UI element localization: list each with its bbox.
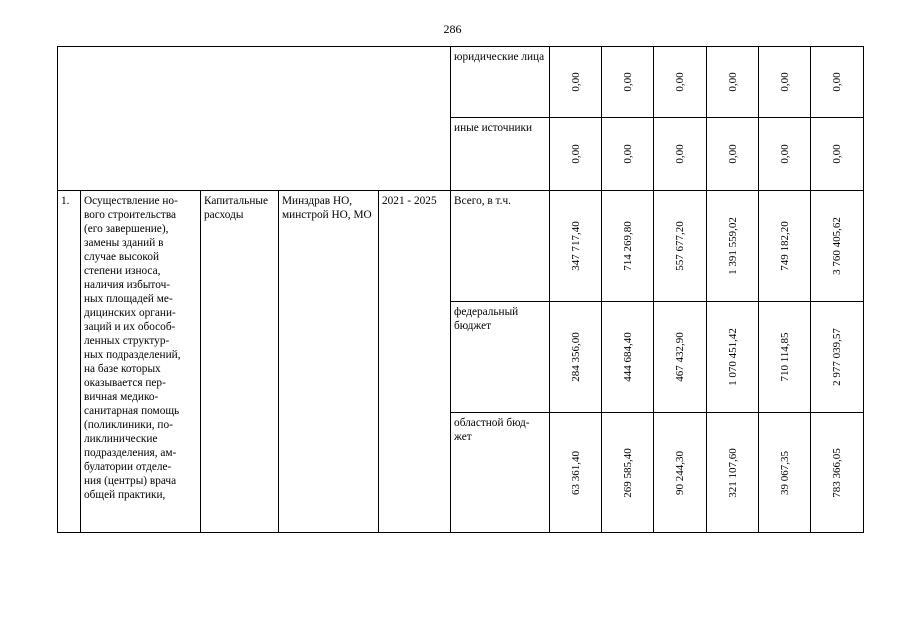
value-cell: 557 677,20 bbox=[654, 191, 707, 302]
value-cell: 0,00 bbox=[811, 47, 864, 118]
value-cell: 467 432,90 bbox=[654, 302, 707, 413]
source-cell: юридические лица bbox=[451, 47, 550, 118]
value-cell: 0,00 bbox=[550, 118, 602, 191]
source-cell: федеральный бюджет bbox=[451, 302, 550, 413]
item-description: Осуществление но- вого строительства (его завершение), замены зданий в случае высокой степени износа, наличия избыточ- ных площадей ме- дицинских органи- заций и их обособ- ленных структур- ных подразделений, на базе которых оказывается пер- вичная медико- санитарная помощь (поликлиники, по- ликлинические подразделения, ам- булатории отделе- ния (центры) врача общей практики, bbox=[81, 191, 201, 533]
value-cell: 444 684,40 bbox=[602, 302, 654, 413]
table-row bbox=[58, 191, 864, 302]
value-cell: 0,00 bbox=[811, 118, 864, 191]
page-number: 286 bbox=[443, 22, 462, 36]
source-cell: областной бюд-жет bbox=[451, 413, 550, 533]
budget-table bbox=[57, 46, 864, 533]
value-cell: 1 070 451,42 bbox=[707, 302, 759, 413]
value-cell: 347 717,40 bbox=[550, 191, 602, 302]
executors: Минздрав НО, минстрой НО, МО bbox=[279, 191, 379, 533]
value-cell: 0,00 bbox=[654, 118, 707, 191]
value-cell: 3 760 405,62 bbox=[811, 191, 864, 302]
value-cell: 0,00 bbox=[759, 47, 811, 118]
value-cell: 39 067,35 bbox=[759, 413, 811, 533]
value-cell: 0,00 bbox=[602, 47, 654, 118]
value-cell: 0,00 bbox=[707, 47, 759, 118]
value-cell: 749 182,20 bbox=[759, 191, 811, 302]
value-cell: 321 107,60 bbox=[707, 413, 759, 533]
source-cell: Всего, в т.ч. bbox=[451, 191, 550, 302]
value-cell: 0,00 bbox=[602, 118, 654, 191]
expense-type: Капитальные расходы bbox=[201, 191, 279, 533]
source-cell: иные источники bbox=[451, 118, 550, 191]
value-cell: 90 244,30 bbox=[654, 413, 707, 533]
value-cell: 1 391 559,02 bbox=[707, 191, 759, 302]
blank-merged-cell bbox=[58, 47, 451, 191]
value-cell: 284 356,00 bbox=[550, 302, 602, 413]
value-cell: 0,00 bbox=[707, 118, 759, 191]
value-cell: 783 366,05 bbox=[811, 413, 864, 533]
value-cell: 0,00 bbox=[759, 118, 811, 191]
value-cell: 0,00 bbox=[550, 47, 602, 118]
item-number: 1. bbox=[58, 191, 81, 533]
table-row bbox=[58, 47, 864, 118]
value-cell: 63 361,40 bbox=[550, 413, 602, 533]
value-cell: 714 269,80 bbox=[602, 191, 654, 302]
period: 2021 - 2025 bbox=[379, 191, 451, 533]
value-cell: 2 977 039,57 bbox=[811, 302, 864, 413]
value-cell: 710 114,85 bbox=[759, 302, 811, 413]
value-cell: 0,00 bbox=[654, 47, 707, 118]
value-cell: 269 585,40 bbox=[602, 413, 654, 533]
